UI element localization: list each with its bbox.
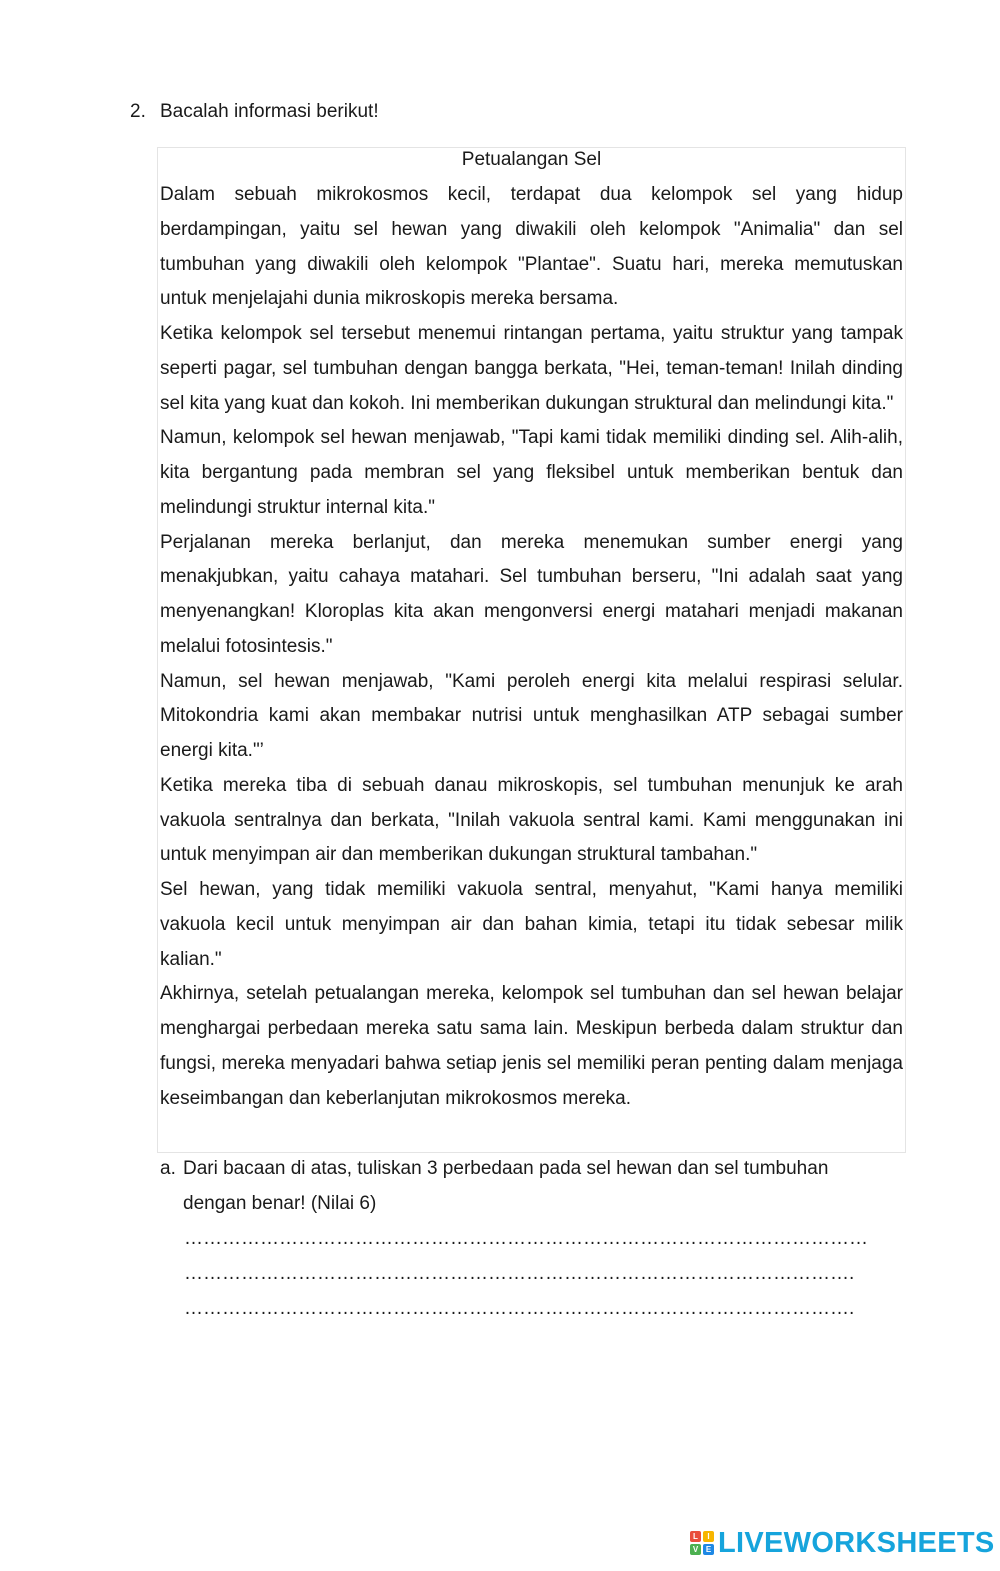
story-title: Petualangan Sel <box>461 149 602 170</box>
question-number: 2. <box>130 101 146 122</box>
story-paragraph: Dalam sebuah mikrokosmos kecil, terdapat dua kelompok sel yang hidup berdampingan, yaitu sel hewan yang diwakili oleh kelompok "Animalia" dan sel tumbuhan yang diwakili oleh kelompok "Plantae". Suatu hari, mereka memutuskan untuk menjelajahi dunia mikroskopis mereka bersama. <box>160 184 903 310</box>
logo-mark-cell: I <box>703 1531 714 1542</box>
answer-line-1[interactable]: ……………………………………………………………………………………………… <box>184 1228 868 1249</box>
task-a-letter: a. <box>160 1158 176 1179</box>
liveworksheets-logo-icon <box>690 1531 714 1555</box>
logo-mark-cell: L <box>690 1531 701 1542</box>
story-paragraph: Ketika kelompok sel tersebut menemui rintangan pertama, yaitu struktur yang tampak seperti pagar, sel tumbuhan dengan bangga berkata, "Hei, teman-teman! Inilah dinding sel kita yang kuat dan kokoh. Ini memberikan dukungan struktural dan melindungi kita." <box>160 323 903 414</box>
question-instruction: Bacalah informasi berikut! <box>160 101 379 122</box>
story-paragraph: Akhirnya, setelah petualangan mereka, kelompok sel tumbuhan dan sel hewan belajar menghargai perbedaan mereka satu sama lain. Meskipun berbeda dalam struktur dan fungsi, mereka menyadari bahwa setiap jenis sel memiliki peran penting dalam menjaga keseimbangan dan keberlanjutan mikrokosmos mereka. <box>160 983 903 1109</box>
story-paragraph: Perjalanan mereka berlanjut, dan mereka menemukan sumber energi yang menakjubkan, yaitu cahaya matahari. Sel tumbuhan berseru, "Ini adalah saat yang menyenangkan! Kloroplas kita akan mengonversi energi matahari menjadi makanan melalui fotosintesis." <box>160 531 903 657</box>
answer-line-2[interactable]: ……………………………………………………………………………………………. <box>184 1263 855 1284</box>
story-paragraph: Namun, sel hewan menjawab, "Kami peroleh energi kita melalui respirasi selular. Mitokondria kami akan membakar nutrisi untuk menghasilkan ATP sebagai sumber energi kita."’ <box>160 670 903 761</box>
liveworksheets-logo-text: LIVEWORKSHEETS <box>718 1526 995 1559</box>
liveworksheets-logo <box>690 1524 995 1562</box>
task-a <box>160 1152 903 1221</box>
story-paragraph: Namun, kelompok sel hewan menjawab, "Tapi kami tidak memiliki dinding sel. Alih-alih, kita bergantung pada membran sel yang fleksibel untuk memberikan bentuk dan melindungi struktur internal kita." <box>160 427 903 518</box>
question-header <box>130 99 379 125</box>
story-paragraph: Sel hewan, yang tidak memiliki vakuola sentral, menyahut, "Kami hanya memiliki vakuola kecil untuk menyimpan air dan bahan kimia, tetapi itu tidak sebesar milik kalian." <box>160 879 903 970</box>
task-a-prompt: Dari bacaan di atas, tuliskan 3 perbedaan pada sel hewan dan sel tumbuhan dengan benar! (Nilai 6) <box>183 1158 829 1214</box>
logo-mark-cell: V <box>690 1544 701 1555</box>
logo-mark-cell: E <box>703 1544 714 1555</box>
answer-line-3[interactable]: ……………………………………………………………………………………………. <box>184 1298 855 1319</box>
story-body <box>160 178 903 1116</box>
story-paragraph: Ketika mereka tiba di sebuah danau mikroskopis, sel tumbuhan menunjuk ke arah vakuola sentralnya dan berkata, "Inilah vakuola sentral kami. Kami menggunakan ini untuk menyimpan air dan memberikan dukungan struktural tambahan." <box>160 774 903 866</box>
